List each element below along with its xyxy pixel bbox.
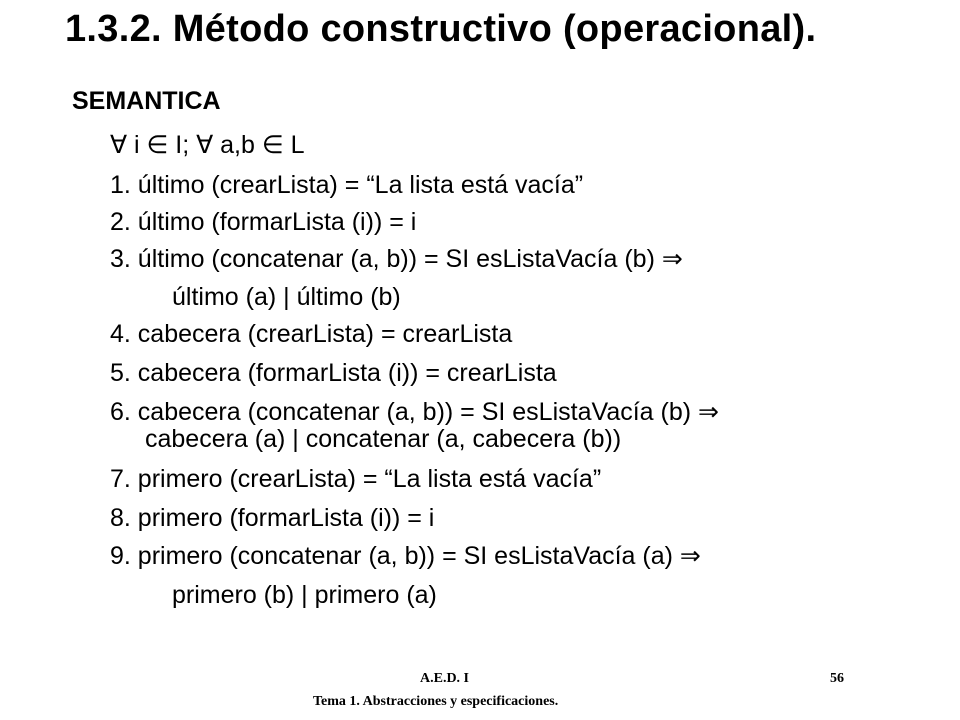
equation-3: 3. último (concatenar (a, b)) = SI esListaVacía (b) ⇒	[110, 245, 683, 273]
equation-7: 7. primero (crearLista) = “La lista está vacía”	[110, 465, 602, 493]
slide-title: 1.3.2. Método constructivo (operacional).	[65, 8, 817, 50]
equation-6: 6. cabecera (concatenar (a, b)) = SI esListaVacía (b) ⇒	[110, 398, 719, 426]
equation-9-continuation: primero (b) | primero (a)	[172, 581, 437, 609]
footer-topic: Tema 1. Abstracciones y especificaciones.	[313, 694, 559, 709]
equation-1: 1. último (crearLista) = “La lista está vacía”	[110, 171, 584, 199]
section-heading: SEMANTICA	[72, 87, 221, 115]
quantifier-line: ∀ i ∈ I; ∀ a,b ∈ L	[110, 131, 305, 159]
equation-3-continuation: último (a) | último (b)	[172, 283, 401, 311]
equation-8: 8. primero (formarLista (i)) = i	[110, 504, 435, 532]
equation-5: 5. cabecera (formarLista (i)) = crearLista	[110, 359, 557, 387]
equation-6-continuation: cabecera (a) | concatenar (a, cabecera (b))	[145, 425, 622, 453]
equation-9: 9. primero (concatenar (a, b)) = SI esListaVacía (a) ⇒	[110, 542, 701, 570]
footer-page-number: 56	[830, 671, 844, 686]
equation-4: 4. cabecera (crearLista) = crearLista	[110, 320, 513, 348]
equation-2: 2. último (formarLista (i)) = i	[110, 208, 417, 236]
footer-course: A.E.D. I	[420, 671, 470, 686]
